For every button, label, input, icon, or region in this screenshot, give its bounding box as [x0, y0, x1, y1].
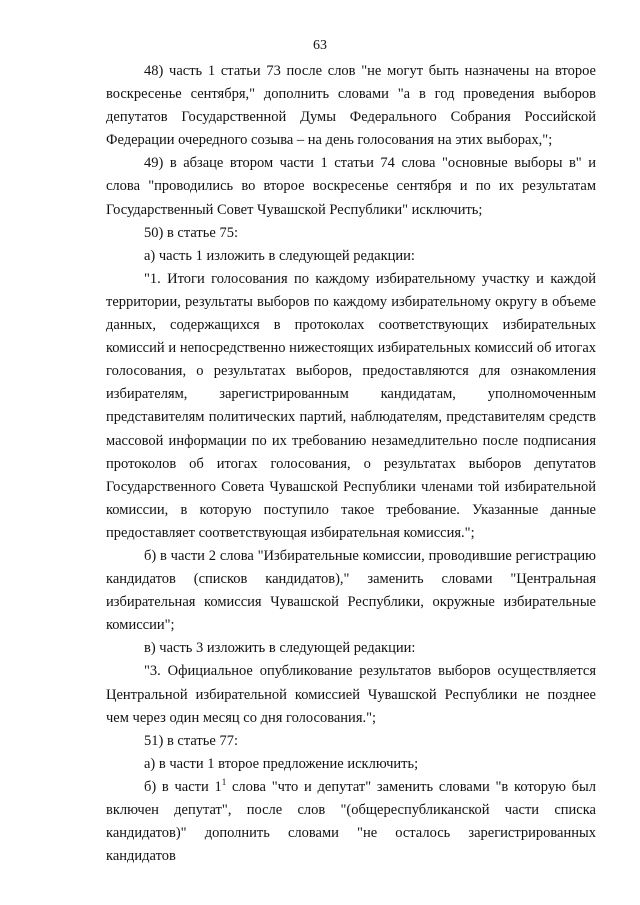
item-51b-text-rest: слова "что и депутат" заменить словами "в которую был включен депутат", после слов "(общереспубликанской части списка кандидатов)" дополнить словами "не осталось зарегистрированных кандидатов: [106, 778, 596, 865]
item-51b-text-start: б) в части 1: [144, 778, 222, 795]
item-50v-paragraph: в) часть 3 изложить в следующей редакции:: [144, 640, 416, 657]
quoted-part-3-paragraph: "3. Официальное опубликование результатов выборов осуществляется Центральной избирательной комиссией Чувашской Республики не позднее чем через один месяц со дня голосования.";: [106, 663, 596, 726]
document-body: [106, 60, 596, 868]
page-number: 63: [313, 38, 327, 53]
item-48-paragraph: 48) часть 1 статьи 73 после слов "не могут быть назначены на второе воскресенье сентября," дополнить словами "а в год проведения выборов депутатов Государственной Думы Федерального Собрания Российской Федерации очередного созыва – на день голосования на этих выборах,";: [106, 63, 596, 149]
superscript-index: 1: [221, 776, 227, 787]
item-50b-paragraph: б) в части 2 слова "Избирательные комиссии, проводившие регистрацию кандидатов (списков кандидатов)," заменить словами "Центральная избирательная комиссия Чувашской Республики, окружные избирательные комиссии";: [106, 547, 596, 634]
item-51-heading: 51) в статье 77:: [144, 732, 238, 749]
item-50-heading: 50) в статье 75:: [144, 224, 238, 241]
item-49-paragraph: 49) в абзаце втором части 1 статьи 74 слова "основные выборы в" и слова "проводились во второе воскресенье сентября и по их результатам Государственный Совет Чувашской Республики" исключить;: [106, 155, 596, 218]
quoted-part-1-paragraph: "1. Итоги голосования по каждому избирательному участку и каждой территории, результаты выборов по каждому избирательному округу в объеме данных, содержащихся в протоколах соответствующих избирательных комиссий и непосредственно нижестоящих избирательных комиссий об итогах голосования, о результатах выборов, предоставляются для ознакомления избирателям, зарегистрированным кандидатам, уполномоченным представителям политических партий, наблюдателям, представителям средств массовой информации по их требованию незамедлительно после подписания протоколов об итогах голосования, о результатах выборов депутатов Государственного Совета Чувашской Республики членами той избирательной комиссии, в которую поступило такое требование. Указанные данные предоставляет соответствующая избирательная комиссия.";: [106, 270, 596, 541]
item-51b-paragraph: [106, 776, 596, 868]
item-50a-paragraph: а) часть 1 изложить в следующей редакции:: [144, 247, 415, 264]
item-51a-paragraph: а) в части 1 второе предложение исключить;: [144, 755, 419, 772]
